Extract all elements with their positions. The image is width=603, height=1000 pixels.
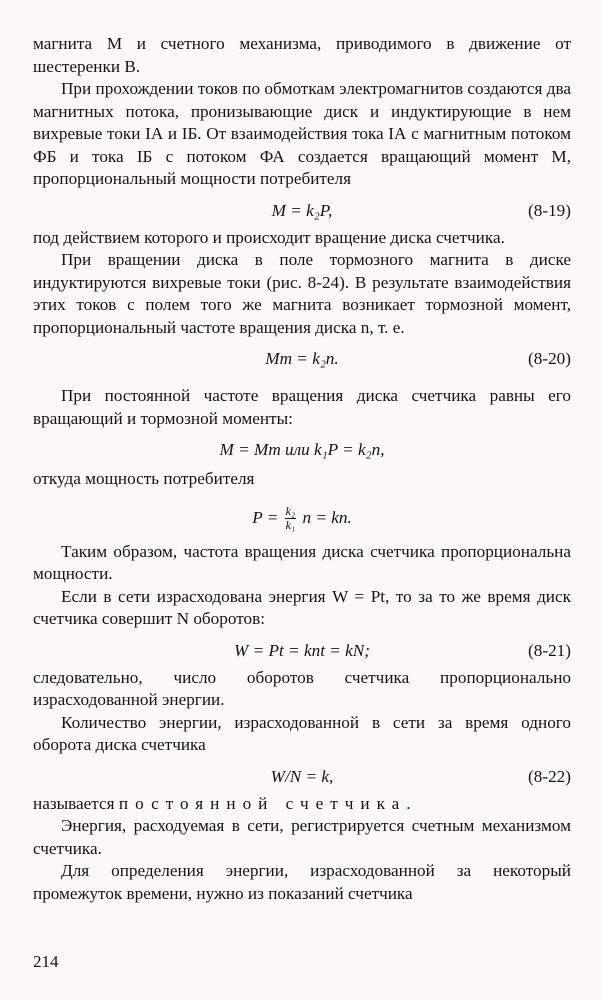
equation xyxy=(33,634,571,667)
equation-formula: M = Mт или k₁P = k₂n, xyxy=(219,440,385,459)
paragraph: При постоянной частоте вращения диска счетчика равны его вращающий и тормозной моменты: xyxy=(33,386,571,428)
equation-formula: M = k₂P, xyxy=(271,200,333,220)
fraction-numerator: k₂ xyxy=(285,504,296,519)
equation-formula: Mт = k₂n. xyxy=(265,349,339,368)
paragraph-text: . xyxy=(406,793,411,813)
fraction-denominator: k₁ xyxy=(285,518,296,533)
paragraph: При вращении диска в поле тормозного магнита в диске индуктируются вихревые токи (рис. 8-24). В результате взаимодействия этих токов с полем того же магнита возникает тормозной момент, пропорциональный частоте вращения диска n, т. е. xyxy=(33,250,571,337)
formula-part: n = kn. xyxy=(298,507,352,527)
equation xyxy=(33,433,571,466)
equation-number: (8-21) xyxy=(528,640,571,660)
paragraph: следовательно, число оборотов счетчика пропорционально израсходованной энергии. xyxy=(33,667,571,709)
equation xyxy=(33,194,571,227)
paragraph: магнита M и счетного механизма, приводимого в движение от шестеренки B. xyxy=(33,34,571,76)
paragraph: откуда мощность потребителя xyxy=(33,469,255,488)
paragraph-text: называется xyxy=(33,793,119,813)
paragraph: При прохождении токов по обмоткам электромагнитов создаются два магнитных потока, пронизывающие диск и индуктирующие в нем вихревые токи IА и IБ. От взаимодействия тока IА с магнитным потоком ФБ и тока IБ с потоком ФА создается вращающий момент M, пропорциональный мощности потребителя xyxy=(33,79,571,188)
equation-formula: W/N = k, xyxy=(270,766,334,786)
equation xyxy=(33,342,571,375)
equation-number: (8-20) xyxy=(528,349,571,368)
equation-number: (8-22) xyxy=(528,766,571,786)
paragraph: под действием которого и происходит вращение диска счетчика. xyxy=(33,227,505,247)
page-number: 214 xyxy=(33,952,59,971)
equation xyxy=(33,760,571,793)
text-column xyxy=(33,33,571,905)
paragraph: Таким образом, частота вращения диска счетчика пропорциональна мощности. xyxy=(33,541,571,583)
equation-number: (8-19) xyxy=(528,200,571,220)
emphasized-term: постоянной счетчика xyxy=(118,793,407,813)
paragraph: Для определения энергии, израсходованной за некоторый промежуток времени, нужно из показаний счетчика xyxy=(33,861,571,903)
paragraph xyxy=(33,793,571,816)
paragraph: Энергия, расходуемая в сети, регистрируется счетным механизмом счетчика. xyxy=(33,816,571,858)
equation-formula xyxy=(33,495,571,541)
paragraph: Количество энергии, израсходованной в сети за время одного оборота диска счетчика xyxy=(33,712,571,754)
paragraph: Если в сети израсходована энергия W = Pt, то за то же время диск счетчика совершит N оборотов: xyxy=(33,586,571,628)
fraction xyxy=(285,505,297,532)
formula-part: P = xyxy=(252,507,283,527)
equation-formula: W = Pt = knt = kN; xyxy=(234,640,370,660)
equation xyxy=(33,495,571,541)
